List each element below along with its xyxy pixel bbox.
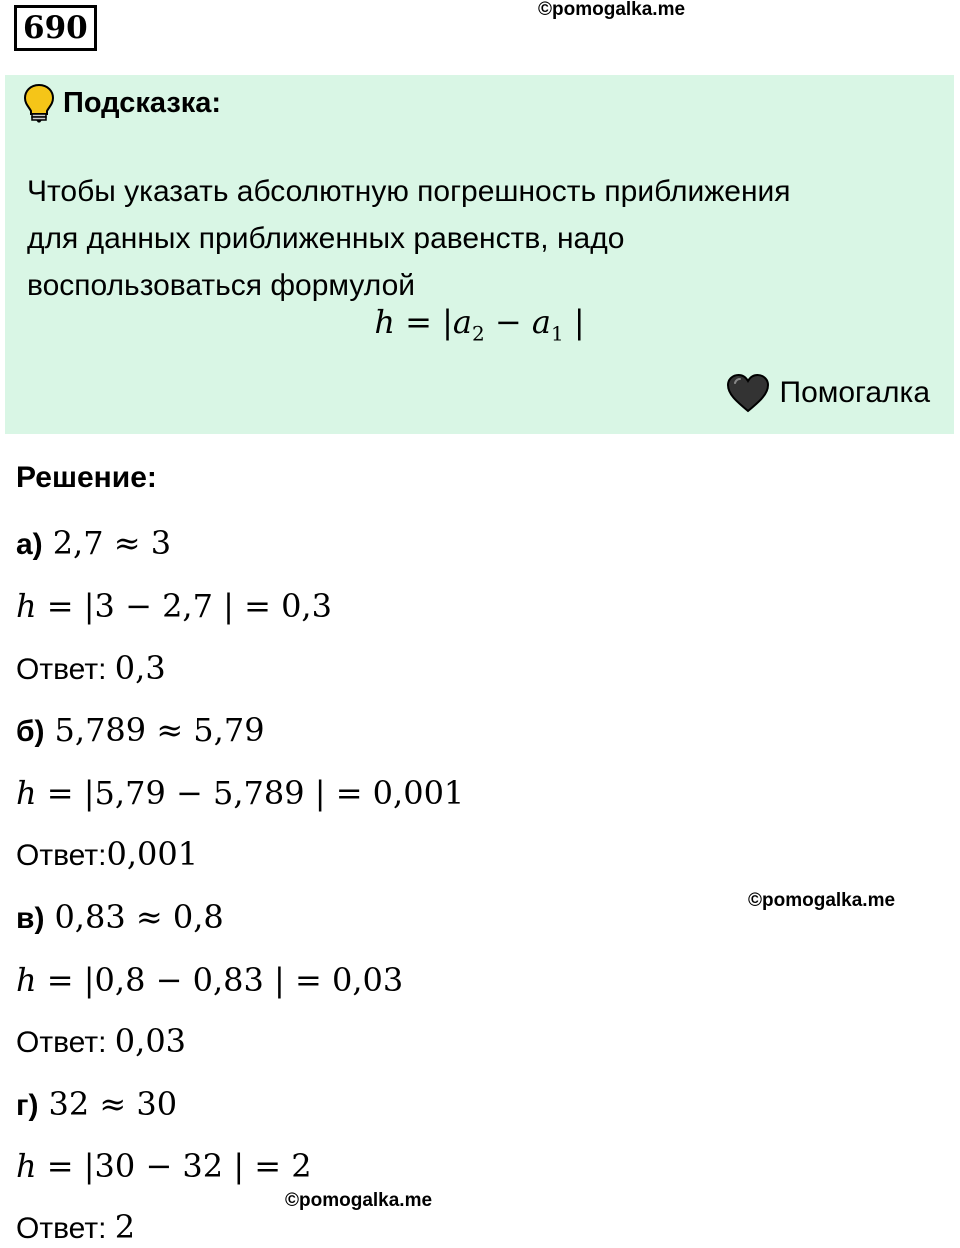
part-a-calc [16, 587, 332, 625]
part-a-approx [16, 524, 171, 562]
answer-prefix: Ответ: [16, 1026, 115, 1059]
answer-value: 0,3 [114, 649, 166, 687]
calc-expression: = |0,8 − 0,83 | = 0,03 [36, 961, 404, 999]
approx-expression: 0,83 ≈ 0,8 [54, 898, 224, 936]
answer-value: 0,001 [106, 835, 199, 873]
formula-eq: = | [394, 303, 453, 341]
part-label: а) [16, 528, 43, 561]
formula-a: a [452, 303, 472, 341]
watermark-middle: ©pomogalka.me [748, 890, 896, 911]
calc-expression: = |5,79 − 5,789 | = 0,001 [36, 774, 465, 812]
formula-sub: 1 [550, 321, 564, 346]
watermark-top: ©pomogalka.me [538, 0, 686, 20]
part-c-answer [16, 1022, 186, 1060]
h-symbol: h [16, 587, 37, 625]
part-label: в) [16, 902, 45, 935]
answer-value: 2 [114, 1208, 136, 1246]
hint-text [27, 168, 927, 309]
formula-var: h [374, 303, 395, 341]
hint-header [23, 83, 221, 123]
hint-line: воспользоваться формулой [27, 269, 416, 302]
brand [726, 373, 931, 413]
hint-title: Подсказка: [63, 86, 222, 119]
part-d-answer [16, 1208, 135, 1246]
answer-prefix: Ответ: [16, 839, 107, 872]
part-b-answer [16, 835, 198, 873]
calc-expression: = |30 − 32 | = 2 [36, 1147, 312, 1185]
formula-minus: − [484, 303, 532, 341]
brand-name: Помогалка [779, 376, 930, 409]
answer-value: 0,03 [114, 1022, 187, 1060]
part-d-calc [16, 1147, 312, 1185]
formula-sub: 2 [471, 321, 485, 346]
lightbulb-icon [23, 83, 55, 123]
h-symbol: h [16, 961, 37, 999]
approx-expression: 32 ≈ 30 [48, 1085, 178, 1123]
approx-expression: 5,789 ≈ 5,79 [54, 711, 265, 749]
answer-prefix: Ответ: [16, 653, 115, 686]
part-b-calc [16, 774, 464, 812]
formula-a: a [531, 303, 551, 341]
heart-icon [726, 373, 770, 413]
part-b-approx [16, 711, 265, 749]
approx-expression: 2,7 ≈ 3 [52, 524, 172, 562]
h-symbol: h [16, 1147, 37, 1185]
watermark-bottom: ©pomogalka.me [285, 1190, 433, 1211]
part-label: г) [16, 1089, 39, 1122]
part-c-approx [16, 898, 224, 936]
part-c-calc [16, 961, 403, 999]
hint-line: для данных приближенных равенств, надо [27, 222, 625, 255]
hint-line: Чтобы указать абсолютную погрешность приближения [27, 175, 791, 208]
part-label: б) [16, 715, 45, 748]
calc-expression: = |3 − 2,7 | = 0,3 [36, 587, 332, 625]
formula-close: | [563, 303, 585, 341]
problem-number: 690 [14, 5, 97, 51]
hint-box [5, 75, 954, 434]
hint-formula [5, 303, 954, 345]
part-d-approx [16, 1085, 177, 1123]
part-a-answer [16, 649, 166, 687]
solution-title: Решение: [16, 461, 157, 494]
h-symbol: h [16, 774, 37, 812]
answer-prefix: Ответ: [16, 1212, 115, 1245]
